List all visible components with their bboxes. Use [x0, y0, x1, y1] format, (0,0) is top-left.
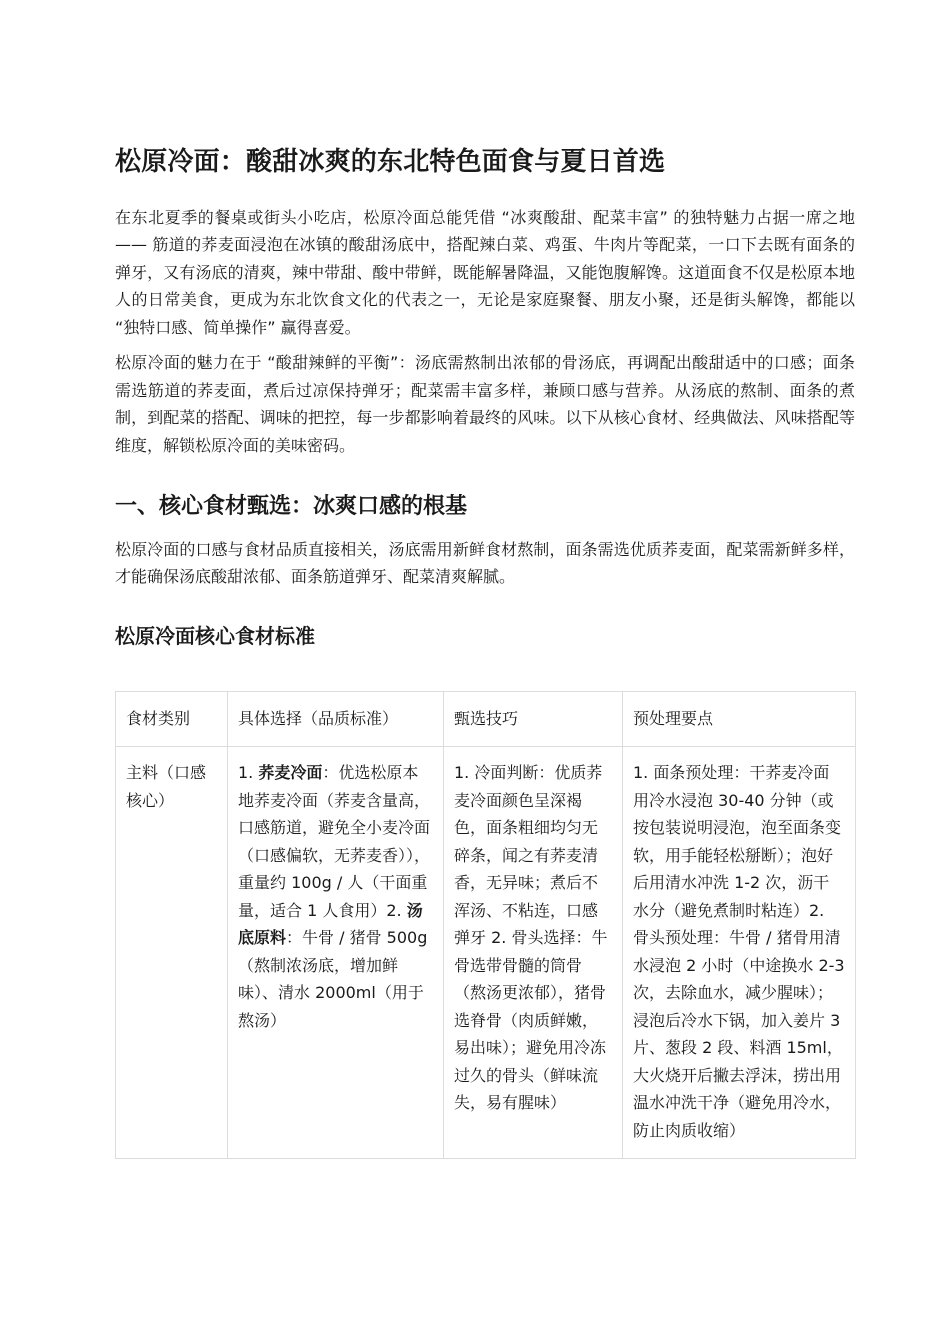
choice-1-text: ：优选松原本地荞麦冷面（荞麦含量高，口感筋道，避免全小麦冷面（口感偏软，无荞麦香）），重量约 100g / 人（干面重量，适合 1 人食用）: [238, 763, 431, 920]
choice-1-number: 1.: [238, 763, 259, 783]
table-cell-choice: [228, 747, 444, 1159]
table-header-cell: 食材类别: [116, 691, 228, 747]
table-header-cell: 具体选择（品质标准）: [228, 691, 444, 747]
table-cell-prep: 1. 面条预处理：干荞麦冷面用冷水浸泡 30-40 分钟（或按包装说明浸泡，泡至面条变软，用手能轻松掰断）；泡好后用清水冲洗 1-2 次，沥干水分（避免煮制时粘连）2. 骨头预处理：牛骨 / 猪骨用清水浸泡 2 小时（中途换水 2-3 次，去除血水，减少腥味）；浸泡后冷水下锅，加入姜片 3 片、葱段 2 段、料酒 15ml，大火烧开后撇去浮沫，捞出用温水冲洗干净（避免用冷水，防止肉质收缩）: [623, 747, 856, 1159]
choice-2-bold-term: 汤底原料: [238, 900, 423, 948]
table-header-cell: 甄选技巧: [444, 691, 623, 747]
ingredients-table: [115, 691, 856, 1160]
table-caption: 松原冷面核心食材标准: [115, 623, 315, 648]
choice-2-number: 2.: [386, 900, 407, 920]
table-row: [116, 747, 856, 1159]
page-title: 松原冷面：酸甜冰爽的东北特色面食与夏日首选: [115, 147, 666, 177]
table-header-cell: 预处理要点: [623, 691, 856, 747]
section-1-paragraph: 松原冷面的口感与食材品质直接相关，汤底需用新鲜食材熬制，面条需选优质荞麦面，配菜需新鲜多样，才能确保汤底酸甜浓郁、面条筋道弹牙、配菜清爽解腻。: [115, 539, 855, 587]
section-heading-1: 一、核心食材甄选：冰爽口感的根基: [115, 494, 468, 520]
choice-1-bold-term: 荞麦冷面: [258, 763, 323, 783]
table-cell-tips: 1. 冷面判断：优质荞麦冷面颜色呈深褐色，面条粗细均匀无碎条，闻之有荞麦清香，无异味；煮后不浑汤、不粘连，口感弹牙 2. 骨头选择：牛骨选带骨髓的筒骨（熬汤更浓郁），猪骨选脊骨（肉质鲜嫩，易出味）；避免用冷冻过久的骨头（鲜味流失，易有腥味）: [444, 747, 623, 1159]
table-header-row: [116, 691, 856, 747]
choice-2-text: ：牛骨 / 猪骨 500g（熬制浓汤底，增加鲜味）、清水 2000ml（用于熬汤）: [238, 928, 428, 1030]
intro-paragraph-1: 在东北夏季的餐桌或街头小吃店，松原冷面总能凭借 “冰爽酸甜、配菜丰富” 的独特魅力占据一席之地 —— 筋道的荞麦面浸泡在冰镇的酸甜汤底中，搭配辣白菜、鸡蛋、牛肉片等配菜，一口下去既有面条的弹牙，又有汤底的清爽，辣中带甜、酸中带鲜，既能解暑降温，又能饱腹解馋。这道面食不仅是松原本地人的日常美食，更成为东北饮食文化的代表之一，无论是家庭聚餐、朋友小聚，还是街头解馋，都能以 “独特口感、简单操作” 赢得喜爱。: [115, 207, 855, 337]
intro-paragraph-2: 松原冷面的魅力在于 “酸甜辣鲜的平衡”：汤底需熬制出浓郁的骨汤底，再调配出酸甜适中的口感；面条需选筋道的荞麦面，煮后过凉保持弹牙；配菜需丰富多样，兼顾口感与营养。从汤底的熬制、面条的煮制，到配菜的搭配、调味的把控，每一步都影响着最终的风味。以下从核心食材、经典做法、风味搭配等维度，解锁松原冷面的美味密码。: [115, 353, 855, 455]
table-cell-category: 主料（口感核心）: [116, 747, 228, 1159]
